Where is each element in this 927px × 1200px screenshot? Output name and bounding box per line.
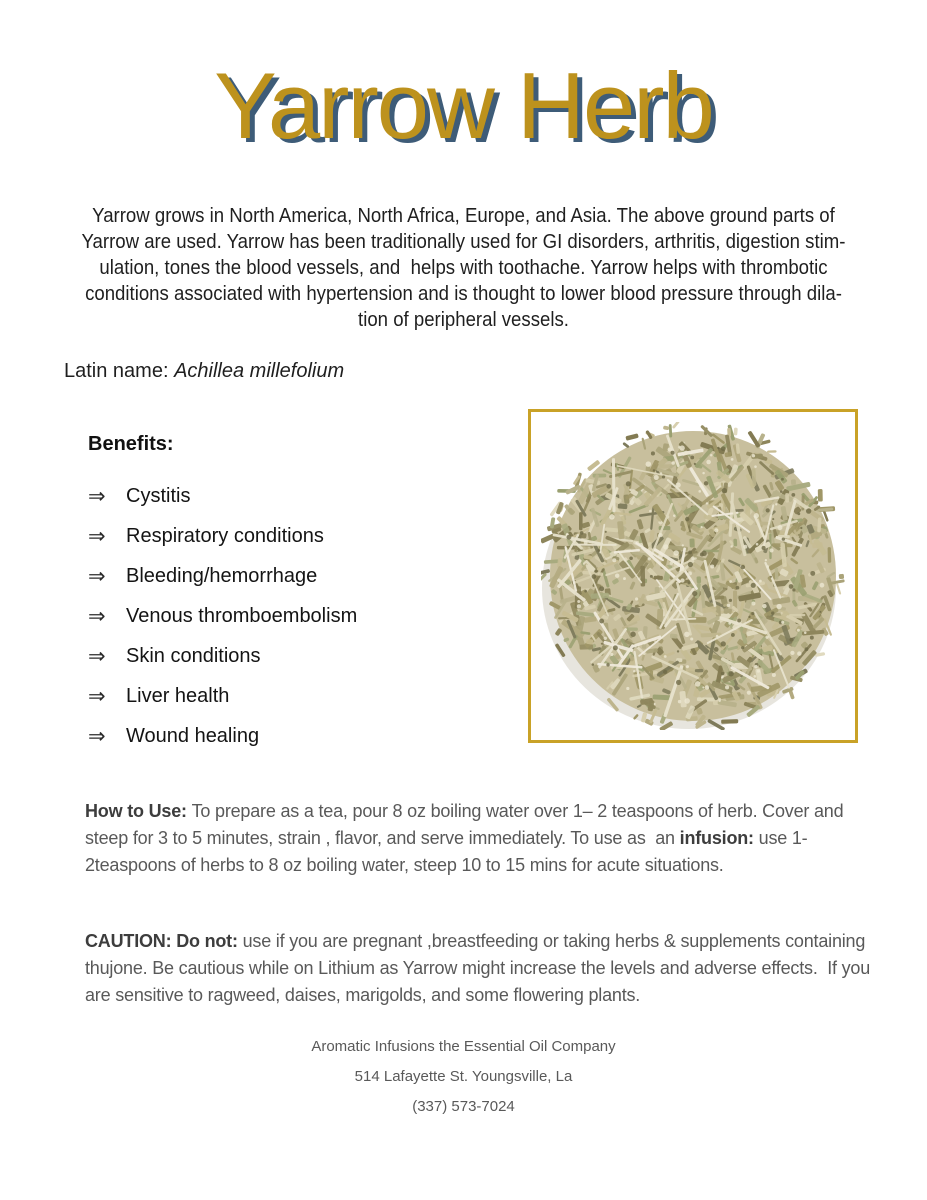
page-title: Yarrow Herb [214, 53, 713, 158]
caution-paragraph: CAUTION: Do not: use if you are pregnant ,breastfeeding or taking herbs & supplements containing thujone. Be cautious while on Lithium as Yarrow might increase the levels and adverse effects. If you are sensitive to ragweed, daises, marigolds, and some flowering plants. [85, 931, 875, 1005]
benefits-section [88, 433, 508, 756]
benefit-label: Bleeding/hemorrhage [126, 564, 318, 587]
benefit-label: Venous thromboembolism [126, 604, 358, 627]
benefit-label: Respiratory conditions [126, 524, 324, 547]
herb-photo-frame [528, 409, 858, 743]
intro-line: ulation, tones the blood vessels, and helps with toothache. Yarrow helps with thrombotic [99, 257, 828, 279]
benefit-item [88, 676, 508, 716]
intro-line: Yarrow are used. Yarrow has been traditionally used for GI disorders, arthritis, digestion stim- [81, 231, 846, 253]
benefits-list [88, 476, 508, 756]
footer-line: (337) 573-7024 [412, 1098, 515, 1115]
dried-yarrow-herb-photo [541, 422, 845, 730]
benefit-label: Cystitis [126, 484, 191, 507]
arrow-bullet-icon: ⇒ [88, 644, 106, 668]
arrow-bullet-icon: ⇒ [88, 604, 106, 628]
benefit-label: Wound healing [126, 724, 260, 747]
intro-paragraph [32, 203, 894, 333]
latin-binomial: Achillea millefolium [174, 360, 345, 382]
arrow-bullet-icon: ⇒ [88, 564, 106, 588]
latin-name-label: Latin name: [64, 360, 175, 382]
intro-line: Yarrow grows in North America, North Africa, Europe, and Asia. The above ground parts of [92, 205, 835, 227]
benefit-item [88, 516, 508, 556]
intro-line: conditions associated with hypertension and is thought to lower blood pressure through dila- [85, 283, 842, 305]
benefit-label: Skin conditions [126, 644, 261, 667]
arrow-bullet-icon: ⇒ [88, 724, 106, 748]
how-to-use-paragraph: How to Use: To prepare as a tea, pour 8 oz boiling water over 1– 2 teaspoons of herb. Cover and steep for 3 to 5 minutes, strain , flavor, and serve immediately. To use as an infusion: use 1-2teaspoons of herbs to 8 oz boiling water, steep 10 to 15 mins for acute situations. [85, 801, 849, 875]
latin-name-line [64, 360, 344, 383]
benefit-item [88, 716, 508, 756]
arrow-bullet-icon: ⇒ [88, 524, 106, 548]
benefit-label: Liver health [126, 684, 230, 707]
arrow-bullet-icon: ⇒ [88, 684, 106, 708]
benefit-item [88, 596, 508, 636]
intro-line: tion of peripheral vessels. [358, 309, 569, 331]
benefit-item [88, 556, 508, 596]
footer-line: 514 Lafayette St. Youngsville, La [354, 1068, 573, 1085]
benefit-item [88, 476, 508, 516]
benefit-item [88, 636, 508, 676]
footer-line: Aromatic Infusions the Essential Oil Company [311, 1038, 616, 1055]
benefits-heading: Benefits: [88, 433, 174, 455]
arrow-bullet-icon: ⇒ [88, 484, 106, 508]
footer [0, 1032, 927, 1122]
